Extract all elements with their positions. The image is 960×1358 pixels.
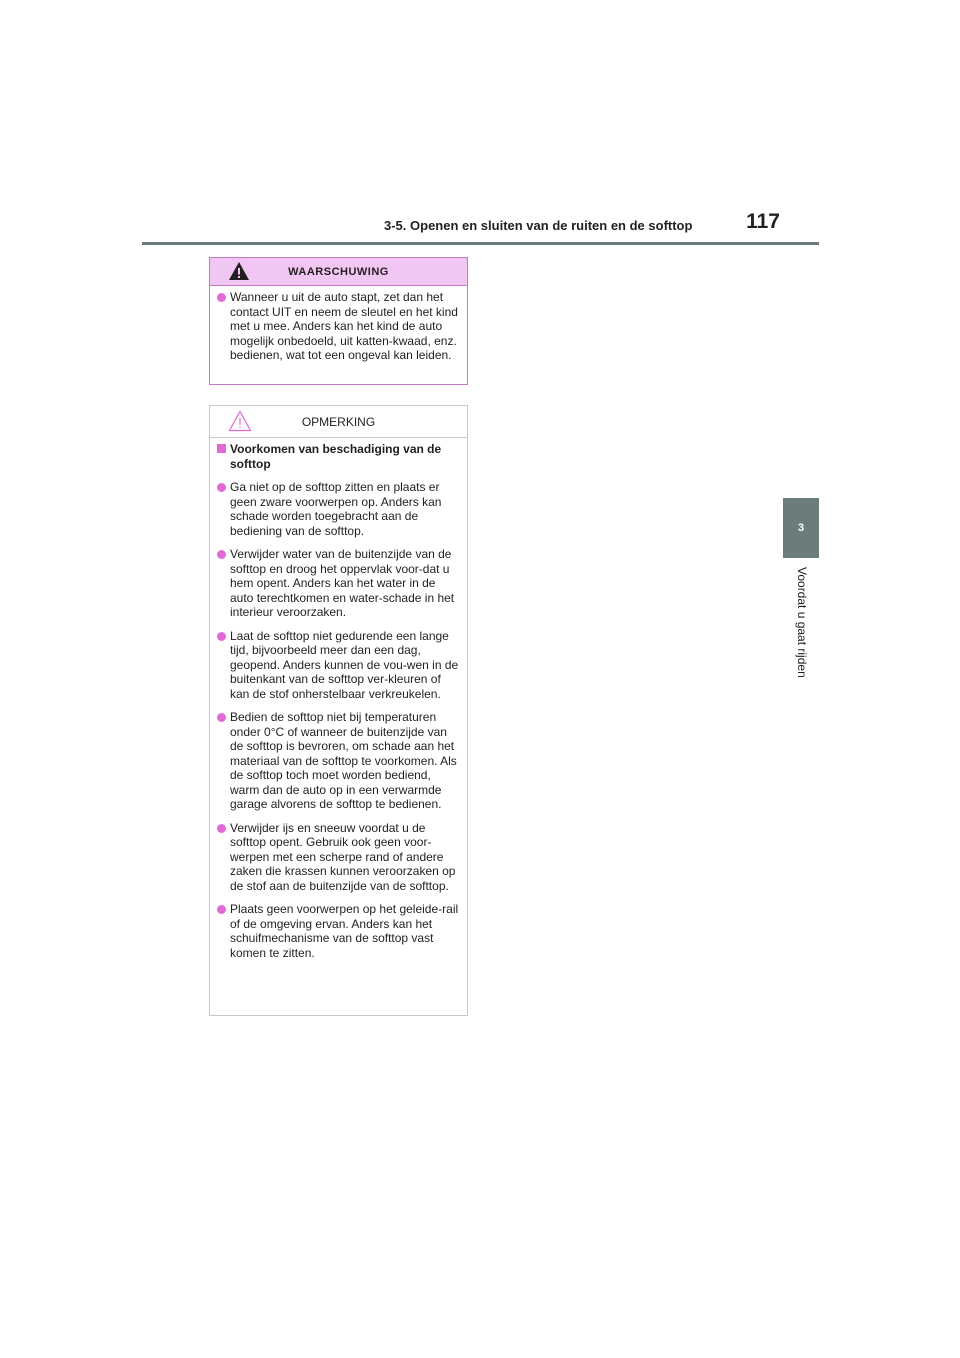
header-rule xyxy=(142,242,819,245)
note-item xyxy=(216,902,461,960)
warning-title: WAARSCHUWING xyxy=(288,265,389,278)
note-item-text: Plaats geen voorwerpen op het geleide-rail of de omgeving ervan. Anders kan het schuifmechanisme van de softtop vast komen te zitten. xyxy=(230,902,459,960)
note-item-text: Ga niet op de softtop zitten en plaats er geen zware voorwerpen op. Anders kan schade worden toegebracht aan de bediening van de softtop. xyxy=(230,480,442,538)
note-title: OPMERKING xyxy=(301,414,376,429)
chapter-number: 3 xyxy=(797,522,805,534)
note-item xyxy=(216,629,461,702)
note-item-text: Verwijder water van de buitenzijde van de softtop en droog het oppervlak voor-dat u hem opent. Anders kan het water in de auto terechtkomen en water-schade in het interieur veroorzaken. xyxy=(230,547,455,619)
chapter-tab xyxy=(783,498,819,558)
note-item-text: Bedien de softtop niet bij temperaturen onder 0°C of wanneer de buitenzijde van de softtop is bevroren, om schade aan het materiaal van de softtop te voorkomen. Als de softtop toch moet worden bediend, warm dan de auto op in een verwarmde garage alvorens de softtop te bedienen. xyxy=(230,710,457,811)
note-item-text: Verwijder ijs en sneeuw voordat u de softtop opent. Gebruik ook geen voor-werpen met een scherpe rand of andere zaken die krassen kunnen veroorzaken op de stof aan de buitenzijde van de softtop. xyxy=(230,820,456,893)
bullet-icon xyxy=(217,824,226,833)
note-item xyxy=(216,480,461,538)
note-item xyxy=(216,821,461,894)
bullet-icon xyxy=(217,632,226,641)
note-body xyxy=(210,438,467,960)
warning-header xyxy=(210,258,467,286)
warning-body xyxy=(210,286,467,363)
note-heading-text: Voorkomen van beschadiging van de softtop xyxy=(230,442,442,471)
note-item-text: Laat de softtop niet gedurende een lange tijd, bijvoorbeeld meer dan een dag, geopend. Anders kunnen de vou-wen in de buitenkant van de softtop ver-kleuren of kan de stof onherstelbaar verkreukelen. xyxy=(230,628,459,701)
bullet-icon xyxy=(217,713,226,722)
note-heading xyxy=(216,442,461,471)
note-item xyxy=(216,547,461,620)
caution-triangle-icon xyxy=(228,410,252,432)
page-number: 117 xyxy=(746,210,780,233)
note-item xyxy=(216,710,461,812)
warning-triangle-icon xyxy=(228,261,250,281)
bullet-icon xyxy=(217,293,226,302)
note-header xyxy=(210,406,467,438)
section-title: 3-5. Openen en sluiten van de ruiten en de softtop xyxy=(384,218,693,233)
chapter-label: Voordat u gaat rijden xyxy=(795,567,809,678)
square-bullet-icon xyxy=(217,444,226,453)
bullet-icon xyxy=(217,550,226,559)
bullet-icon xyxy=(217,905,226,914)
warning-item-text: Wanneer u uit de auto stapt, zet dan het contact UIT en neem de sleutel en het kind met u mee. Anders kan het kind de auto mogelijk onbedoeld, uit katten-kwaad, enz. bedienen, wat tot een ongeval kan leiden. xyxy=(230,290,458,362)
bullet-icon xyxy=(217,483,226,492)
warning-box xyxy=(209,257,468,385)
note-box xyxy=(209,405,468,1016)
warning-item xyxy=(216,290,461,363)
